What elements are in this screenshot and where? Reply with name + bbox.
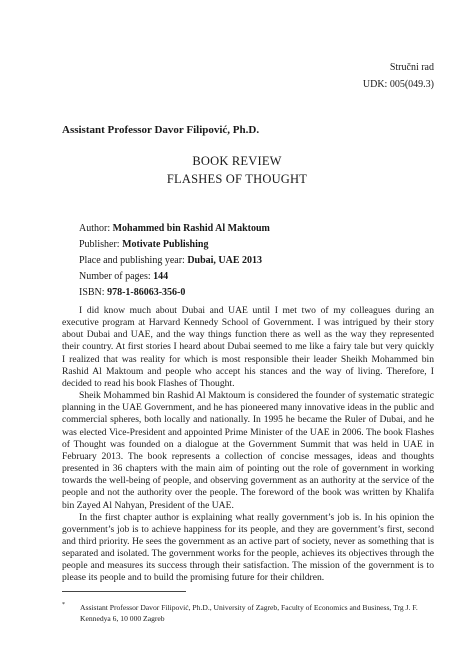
info-value: Mohammed bin Rashid Al Maktoum — [112, 223, 270, 234]
footnote-divider — [62, 591, 186, 592]
udk-label: UDK: 005(049.3) — [362, 79, 434, 90]
title-line-2: FLASHES OF THOUGHT — [166, 172, 308, 186]
info-label: Author: — [79, 223, 113, 234]
book-info-pages — [79, 269, 270, 285]
book-info-publisher — [79, 237, 270, 253]
info-label: ISBN: — [79, 287, 108, 298]
book-info-isbn — [79, 285, 270, 301]
title-line-1: BOOK REVIEW — [192, 154, 282, 168]
info-value: Motivate Publishing — [122, 239, 209, 250]
book-info — [79, 221, 270, 301]
info-label: Place and publishing year: — [79, 255, 188, 266]
author-line: Assistant Professor Davor Filipović, Ph.D. — [62, 124, 260, 136]
info-label: Number of pages: — [79, 271, 154, 282]
info-value: 144 — [153, 271, 169, 282]
footnote-mark: * — [62, 602, 65, 608]
footnote-text: Assistant Professor Davor Filipović, Ph.D., University of Zagreb, Faculty of Economics and Business, Trg J. F. Kennedya 6, 10 000 Zagreb — [80, 603, 418, 623]
book-info-place-year — [79, 253, 270, 269]
info-value: 978-1-86063-356-0 — [107, 287, 186, 298]
review-body — [62, 305, 434, 585]
paper-type-label: Stručni rad — [389, 62, 434, 73]
book-info-author — [79, 221, 270, 237]
paragraph-author-background: Sheik Mohammed bin Rashid Al Maktoum is considered the founder of systematic strategic planning in the UAE Government, and he has pioneered many innovative ideas in the public and commercial spheres, both locally and nationally. In 1995 he became the Ruler of Dubai, and he was elected Vice-President and appointed Prime Minister of the UAE in 2006. The book Flashes of Thought was founded on a dialogue at the Government Summit that was held in UAE in February 2013. The book represents a collection of concise messages, ideas and thoughts presented in 36 chapters with the main aim of pointing out the role of government in working towards the well-being of people, and observing government as an authority at the service of the people and not the authority over the people. The foreword of the book was written by Khalifa bin Zayed Al Nahyan, President of the UAE. — [62, 390, 434, 511]
info-label: Publisher: — [79, 239, 123, 250]
paragraph-intro: I did know much about Dubai and UAE until I met two of my colleagues during an executive program at Harvard Kennedy School of Government. I was intrigued by their story about Dubai and UAE, and the way things function there as well as the way they represented their country. At first stories I heard about Dubai seemed to me like a fairy tale but very quickly I realized that was reality for which is most responsible their leader Sheikh Mohammed bin Rashid Al Maktoum and people who accept his stances and the way of living. Therefore, I decided to read his book Flashes of Thought. — [62, 305, 434, 389]
info-value: Dubai, UAE 2013 — [187, 255, 263, 266]
paragraph-first-chapter: In the first chapter author is explaining what really government’s job is. In his opinion the government’s job is to achieve happiness for its people, and they are government’s first, second and third priority. He sees the government as an active part of society, never as something that is separated and isolated. The government works for the people, achieves its objectives through the people and measures its success through their satisfaction. The mission of the government is to please its people and to build the promising future for their children. — [62, 511, 434, 584]
footnote — [62, 602, 434, 624]
